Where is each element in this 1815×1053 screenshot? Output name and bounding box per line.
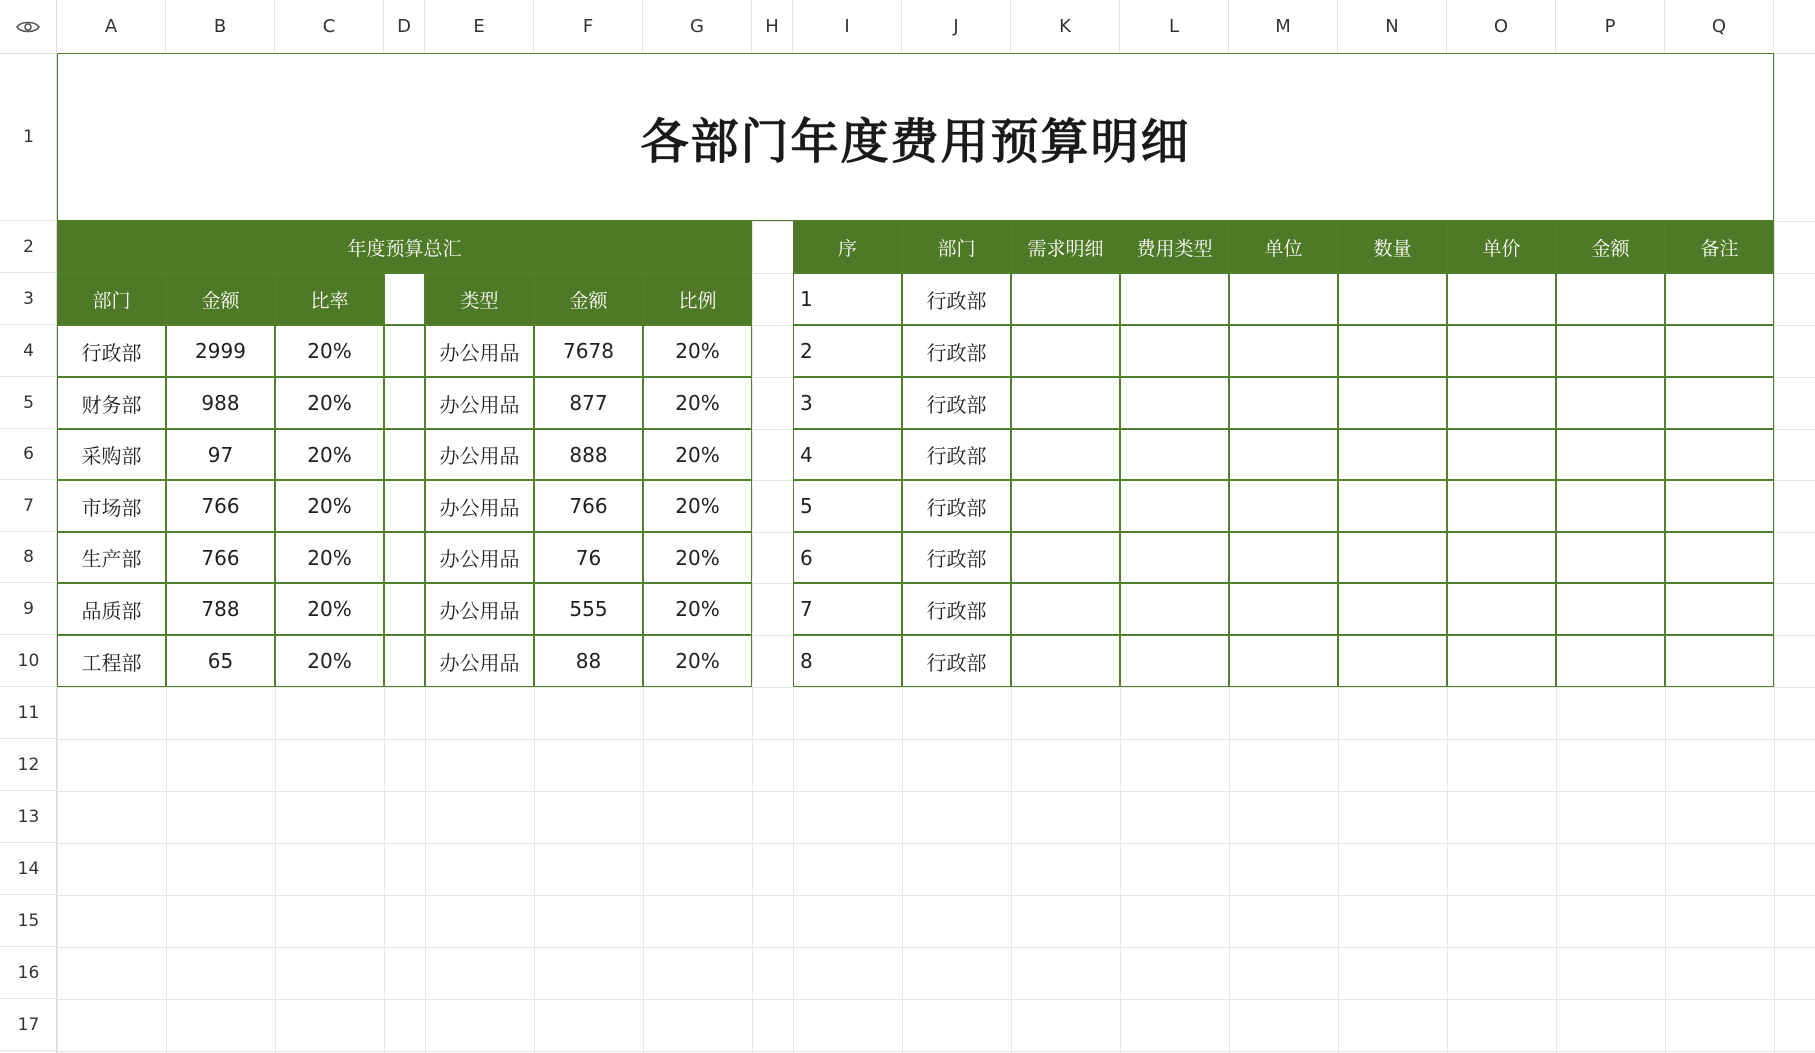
row-number-12[interactable]: 12 — [0, 739, 57, 791]
detail-cell[interactable] — [1665, 480, 1774, 532]
grid-line-horizontal — [57, 843, 1815, 844]
column-letter-q[interactable]: Q — [1665, 0, 1774, 53]
detail-cell[interactable] — [1229, 532, 1338, 583]
detail-cell[interactable] — [1665, 532, 1774, 583]
summary-cell[interactable]: 办公用品 — [425, 377, 534, 429]
detail-cell[interactable] — [1556, 480, 1665, 532]
detail-cell[interactable] — [1556, 532, 1665, 583]
summary-cell[interactable]: 20% — [275, 532, 384, 583]
detail-cell[interactable] — [1338, 480, 1447, 532]
column-header-bar — [0, 0, 1815, 54]
detail-cell[interactable]: 行政部 — [902, 377, 1011, 429]
detail-cell[interactable] — [1229, 583, 1338, 635]
grid-line-horizontal — [57, 947, 1815, 948]
detail-cell[interactable] — [1229, 635, 1338, 687]
detail-cell[interactable] — [1338, 532, 1447, 583]
row-number-4[interactable]: 4 — [0, 325, 57, 377]
detail-cell[interactable]: 7 — [793, 583, 902, 635]
summary-cell[interactable]: 品质部 — [57, 583, 166, 635]
column-letter-k[interactable]: K — [1011, 0, 1120, 53]
detail-cell[interactable] — [1120, 532, 1229, 583]
column-letter-o[interactable]: O — [1447, 0, 1556, 53]
detail-col-header[interactable]: 单位 — [1229, 221, 1338, 273]
column-letter-j[interactable]: J — [902, 0, 1011, 53]
summary-cell[interactable] — [384, 325, 425, 377]
summary-col-header[interactable]: 部门 — [57, 273, 166, 325]
detail-cell[interactable]: 行政部 — [902, 532, 1011, 583]
detail-cell[interactable] — [1229, 429, 1338, 480]
summary-cell[interactable]: 20% — [643, 429, 752, 480]
detail-cell[interactable] — [1120, 429, 1229, 480]
summary-cell[interactable]: 20% — [643, 377, 752, 429]
summary-cell[interactable] — [384, 583, 425, 635]
summary-cell[interactable]: 办公用品 — [425, 583, 534, 635]
summary-cell[interactable]: 办公用品 — [425, 429, 534, 480]
detail-cell[interactable] — [1556, 325, 1665, 377]
detail-cell[interactable]: 行政部 — [902, 429, 1011, 480]
grid-line-horizontal — [57, 895, 1815, 896]
summary-cell[interactable]: 财务部 — [57, 377, 166, 429]
detail-cell[interactable]: 行政部 — [902, 635, 1011, 687]
detail-col-header[interactable]: 单价 — [1447, 221, 1556, 273]
summary-cell[interactable]: 生产部 — [57, 532, 166, 583]
detail-col-header[interactable]: 费用类型 — [1120, 221, 1229, 273]
summary-cell[interactable]: 20% — [275, 377, 384, 429]
row-number-10[interactable]: 10 — [0, 635, 57, 687]
summary-cell[interactable]: 766 — [166, 480, 275, 532]
detail-cell[interactable] — [1338, 635, 1447, 687]
detail-cell[interactable] — [1229, 273, 1338, 325]
detail-cell[interactable] — [1011, 480, 1120, 532]
summary-cell[interactable]: 办公用品 — [425, 635, 534, 687]
detail-cell[interactable] — [1229, 377, 1338, 429]
row-number-6[interactable]: 6 — [0, 429, 57, 480]
summary-cell[interactable]: 555 — [534, 583, 643, 635]
select-all-corner[interactable] — [0, 0, 57, 53]
detail-col-header[interactable]: 数量 — [1338, 221, 1447, 273]
detail-cell[interactable] — [1120, 635, 1229, 687]
summary-cell[interactable]: 97 — [166, 429, 275, 480]
row-number-13[interactable]: 13 — [0, 791, 57, 843]
detail-cell[interactable] — [1665, 583, 1774, 635]
row-number-14[interactable]: 14 — [0, 843, 57, 895]
detail-cell[interactable] — [1011, 532, 1120, 583]
detail-cell[interactable]: 行政部 — [902, 583, 1011, 635]
row-number-3[interactable]: 3 — [0, 273, 57, 325]
summary-cell[interactable]: 766 — [166, 532, 275, 583]
detail-cell[interactable] — [1556, 635, 1665, 687]
detail-cell[interactable] — [1338, 583, 1447, 635]
page-title[interactable]: 各部门年度费用预算明细 — [57, 53, 1774, 221]
column-letter-f[interactable]: F — [534, 0, 643, 53]
detail-cell[interactable] — [1229, 325, 1338, 377]
summary-cell[interactable]: 788 — [166, 583, 275, 635]
grid-line-vertical — [1774, 53, 1775, 1053]
detail-col-header[interactable]: 序 — [793, 221, 902, 273]
detail-cell[interactable] — [1011, 583, 1120, 635]
summary-cell[interactable]: 采购部 — [57, 429, 166, 480]
detail-cell[interactable] — [1338, 429, 1447, 480]
detail-cell[interactable]: 5 — [793, 480, 902, 532]
detail-cell[interactable] — [1447, 325, 1556, 377]
summary-cell[interactable] — [384, 532, 425, 583]
detail-cell[interactable] — [1229, 480, 1338, 532]
detail-cell[interactable] — [1665, 377, 1774, 429]
summary-header[interactable]: 年度预算总汇 — [57, 221, 752, 273]
summary-col-header[interactable]: 类型 — [425, 273, 534, 325]
row-number-2[interactable]: 2 — [0, 221, 57, 273]
detail-cell[interactable] — [1338, 273, 1447, 325]
row-number-9[interactable]: 9 — [0, 583, 57, 635]
detail-cell[interactable]: 6 — [793, 532, 902, 583]
row-number-5[interactable]: 5 — [0, 377, 57, 429]
column-letter-d[interactable]: D — [384, 0, 425, 53]
detail-cell[interactable] — [1556, 583, 1665, 635]
detail-cell[interactable] — [1447, 583, 1556, 635]
summary-cell[interactable]: 20% — [643, 532, 752, 583]
detail-cell[interactable] — [1011, 635, 1120, 687]
row-number-7[interactable]: 7 — [0, 480, 57, 532]
summary-cell[interactable]: 办公用品 — [425, 532, 534, 583]
detail-cell[interactable] — [1120, 583, 1229, 635]
detail-cell[interactable] — [1447, 480, 1556, 532]
summary-cell[interactable]: 20% — [275, 325, 384, 377]
row-number-15[interactable]: 15 — [0, 895, 57, 947]
column-letter-n[interactable]: N — [1338, 0, 1447, 53]
summary-cell[interactable] — [384, 480, 425, 532]
column-letter-l[interactable]: L — [1120, 0, 1229, 53]
summary-cell[interactable]: 766 — [534, 480, 643, 532]
detail-cell[interactable] — [1011, 273, 1120, 325]
summary-cell[interactable]: 办公用品 — [425, 325, 534, 377]
detail-cell[interactable] — [1120, 480, 1229, 532]
detail-cell[interactable] — [1120, 377, 1229, 429]
detail-cell[interactable] — [1447, 273, 1556, 325]
grid-line-horizontal — [57, 999, 1815, 1000]
detail-cell[interactable] — [1447, 429, 1556, 480]
summary-cell[interactable]: 20% — [275, 635, 384, 687]
detail-cell[interactable] — [1011, 377, 1120, 429]
detail-cell[interactable] — [1338, 377, 1447, 429]
column-letter-c[interactable]: C — [275, 0, 384, 53]
summary-cell[interactable]: 工程部 — [57, 635, 166, 687]
detail-cell[interactable] — [1120, 325, 1229, 377]
detail-cell[interactable]: 4 — [793, 429, 902, 480]
detail-cell[interactable] — [1447, 635, 1556, 687]
detail-cell[interactable] — [1556, 377, 1665, 429]
detail-cell[interactable] — [1665, 325, 1774, 377]
summary-col-header[interactable]: 金额 — [534, 273, 643, 325]
detail-cell[interactable] — [1338, 325, 1447, 377]
summary-col-header[interactable]: 比例 — [643, 273, 752, 325]
column-letter-p[interactable]: P — [1556, 0, 1665, 53]
detail-col-header[interactable]: 部门 — [902, 221, 1011, 273]
summary-cell[interactable]: 20% — [643, 325, 752, 377]
detail-cell[interactable] — [1665, 429, 1774, 480]
column-letter-a[interactable]: A — [57, 0, 166, 53]
summary-cell[interactable]: 20% — [643, 583, 752, 635]
detail-col-header[interactable]: 金额 — [1556, 221, 1665, 273]
summary-cell[interactable]: 20% — [275, 583, 384, 635]
detail-cell[interactable]: 行政部 — [902, 273, 1011, 325]
row-number-17[interactable]: 17 — [0, 999, 57, 1051]
detail-cell[interactable] — [1447, 532, 1556, 583]
detail-col-header[interactable]: 需求明细 — [1011, 221, 1120, 273]
summary-cell[interactable]: 办公用品 — [425, 480, 534, 532]
detail-cell[interactable]: 行政部 — [902, 480, 1011, 532]
column-letter-m[interactable]: M — [1229, 0, 1338, 53]
summary-cell[interactable]: 2999 — [166, 325, 275, 377]
detail-cell[interactable] — [1556, 429, 1665, 480]
detail-cell[interactable]: 2 — [793, 325, 902, 377]
summary-cell[interactable] — [384, 635, 425, 687]
detail-cell[interactable] — [1120, 273, 1229, 325]
summary-cell[interactable]: 7678 — [534, 325, 643, 377]
summary-cell[interactable]: 20% — [643, 635, 752, 687]
detail-cell[interactable] — [1556, 273, 1665, 325]
summary-cell[interactable] — [384, 377, 425, 429]
row-number-1[interactable]: 1 — [0, 53, 57, 221]
summary-cell[interactable]: 888 — [534, 429, 643, 480]
grid-line-horizontal — [57, 1051, 1815, 1052]
grid-line-horizontal — [57, 791, 1815, 792]
summary-cell[interactable]: 20% — [275, 429, 384, 480]
summary-col-header[interactable] — [384, 273, 425, 325]
row-header-bar — [0, 53, 57, 1053]
detail-cell[interactable] — [1665, 635, 1774, 687]
detail-col-header[interactable]: 备注 — [1665, 221, 1774, 273]
summary-cell[interactable]: 20% — [643, 480, 752, 532]
grid-line-horizontal — [57, 687, 1815, 688]
summary-cell[interactable]: 988 — [166, 377, 275, 429]
row-number-8[interactable]: 8 — [0, 532, 57, 583]
summary-cell[interactable]: 88 — [534, 635, 643, 687]
detail-cell[interactable] — [1447, 377, 1556, 429]
summary-col-header[interactable]: 比率 — [275, 273, 384, 325]
detail-cell[interactable] — [1665, 273, 1774, 325]
column-letter-e[interactable]: E — [425, 0, 534, 53]
summary-cell[interactable]: 76 — [534, 532, 643, 583]
column-letter-b[interactable]: B — [166, 0, 275, 53]
detail-cell[interactable]: 1 — [793, 273, 902, 325]
detail-cell[interactable]: 3 — [793, 377, 902, 429]
detail-cell[interactable]: 8 — [793, 635, 902, 687]
detail-cell[interactable] — [1011, 429, 1120, 480]
summary-cell[interactable]: 行政部 — [57, 325, 166, 377]
summary-cell[interactable]: 65 — [166, 635, 275, 687]
row-number-11[interactable]: 11 — [0, 687, 57, 739]
column-letter-h[interactable]: H — [752, 0, 793, 53]
summary-cell[interactable] — [384, 429, 425, 480]
column-letter-g[interactable]: G — [643, 0, 752, 53]
detail-cell[interactable] — [1011, 325, 1120, 377]
column-letter-i[interactable]: I — [793, 0, 902, 53]
summary-cell[interactable]: 市场部 — [57, 480, 166, 532]
summary-col-header[interactable]: 金额 — [166, 273, 275, 325]
eye-icon[interactable] — [16, 20, 40, 34]
row-number-16[interactable]: 16 — [0, 947, 57, 999]
summary-cell[interactable]: 877 — [534, 377, 643, 429]
summary-cell[interactable]: 20% — [275, 480, 384, 532]
detail-cell[interactable]: 行政部 — [902, 325, 1011, 377]
grid-line-horizontal — [57, 739, 1815, 740]
